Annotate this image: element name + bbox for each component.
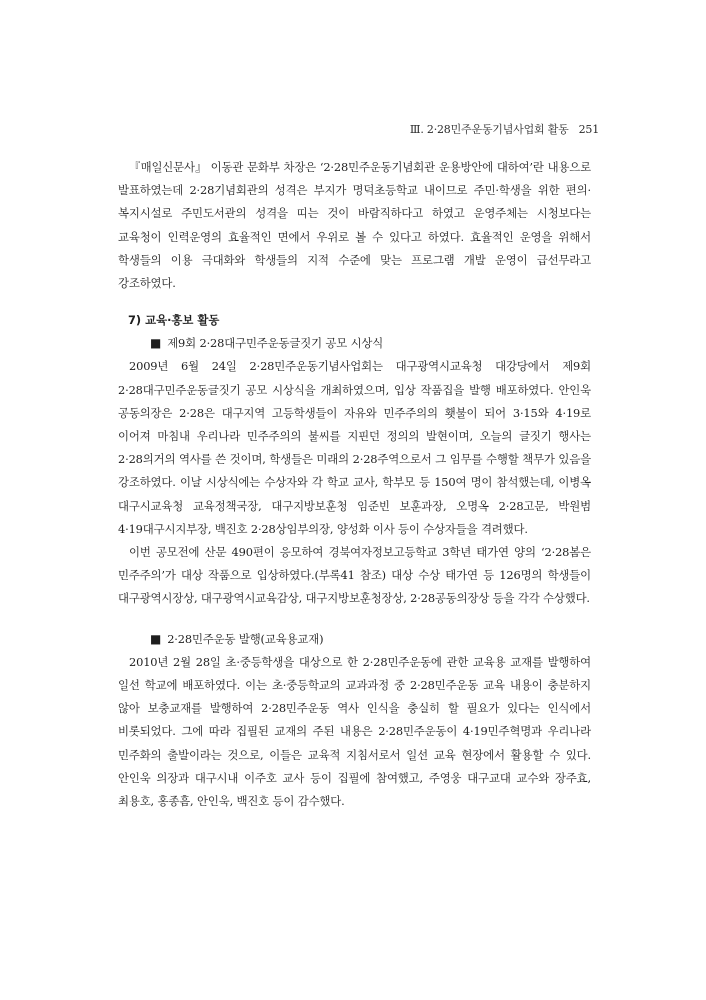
paragraph-essay-winners: 이번 공모전에 산문 490편이 응모하여 경북여자정보고등학교 3학년 태가연 양의 ‘2·28봄은 민주주의’가 대상 작품으로 입상하였다.(부록41 참조) 대상 수상 태가연 등 126명의 학생들이 대구광역시장상, 대구광역시교육감상, 대구지방보훈청장상, 2·28공동의장상 등을 각각 수상했다. bbox=[118, 545, 591, 606]
page-body bbox=[118, 156, 591, 813]
section-heading: 7) 교육·홍보 활동 bbox=[128, 313, 220, 328]
intro-paragraph: 『매일신문사』 이동관 문화부 차장은 ‘2·28민주운동기념회관 운용방안에 대하여’란 내용으로 발표하였는데 2·28기념회관의 성격은 부지가 명덕초등학교 내이므로 주민·학생을 위한 편의·복지시설로 주민도서관의 성격을 띠는 것이 바람직하다고 하였고 운영주체는 시청보다는 교육청이 인력운영의 효율적인 면에서 우위로 볼 수 있다고 하였다. 효율적인 운영을 위해서 학생들의 이용 극대화와 학생들의 지적 수준에 맞는 프로그램 개발 운영이 급선무라고 강조하였다. bbox=[118, 160, 591, 291]
subsection-title: 2·28민주운동 발행(교육용교재) bbox=[167, 631, 324, 646]
page-number: 251 bbox=[578, 123, 599, 136]
paragraph-textbook: 2010년 2월 28일 초·중등학생을 대상으로 한 2·28민주운동에 관한 교육용 교재를 발행하여 일선 학교에 배포하였다. 이는 초·중등학교의 교과과정 중 2·28민주운동 교육 내용이 충분하지 않아 보충교재를 발행하여 2·28민주운동 역사 인식을 충실히 할 필요가 있다는 인식에서 비롯되었다. 그에 따라 집필된 교재의 주된 내용은 2·28민주운동이 4·19민주혁명과 우리나라 민주화의 출발이라는 것으로, 이들은 교육적 지침서로서 일선 교육 현장에서 활용할 수 있다. 안인욱 의장과 대구시내 이주호 교사 등이 집필에 참여했고, 주영웅 대구교대 교수와 장주효, 최용호, 홍종흠, 안인욱, 백진호 등이 감수했다. bbox=[118, 654, 591, 809]
subsection-heading-textbook bbox=[150, 628, 591, 651]
paragraph-essay-ceremony: 2009년 6월 24일 2·28민주운동기념사업회는 대구광역시교육청 대강당에서 제9회 2·28대구민주운동글짓기 공모 시상식을 개최하였으며, 입상 작품집을 발행 배포하였다. 안인욱 공동의장은 2·28은 대구지역 고등학생들이 자유와 민주주의의 횃불이 되어 3·15와 4·19로 이어져 마침내 우리나라 민주주의의 불씨를 지핀던 정의의 발현이며, 오늘의 글짓기 행사는 2·28의거의 역사를 쓴 것이며, 학생들은 미래의 2·28주역으로서 그 임무를 수행할 책무가 있음을 강조하였다. 이날 시상식에는 수상자와 각 학교 교사, 학부모 등 150여 명이 참석했는데, 이병옥 대구시교육청 교육정책국장, 대구지방보훈청 임준빈 보훈과장, 오명옥 2·28고문, 박원범 4·19대구시지부장, 백진호 2·28상임부의장, 양성화 이사 등이 수상자들을 격려했다. bbox=[118, 359, 591, 536]
subsection-title: 제9회 2·28대구민주운동글짓기 공모 시상식 bbox=[167, 336, 384, 351]
square-bullet-icon: ■ bbox=[150, 336, 162, 351]
subsection-heading-essay-contest bbox=[150, 332, 591, 355]
running-title: Ⅲ. 2·28민주운동기념사업회 활동 bbox=[409, 123, 569, 136]
running-header bbox=[410, 121, 599, 137]
square-bullet-icon: ■ bbox=[150, 631, 162, 646]
section-spacer bbox=[118, 611, 591, 628]
